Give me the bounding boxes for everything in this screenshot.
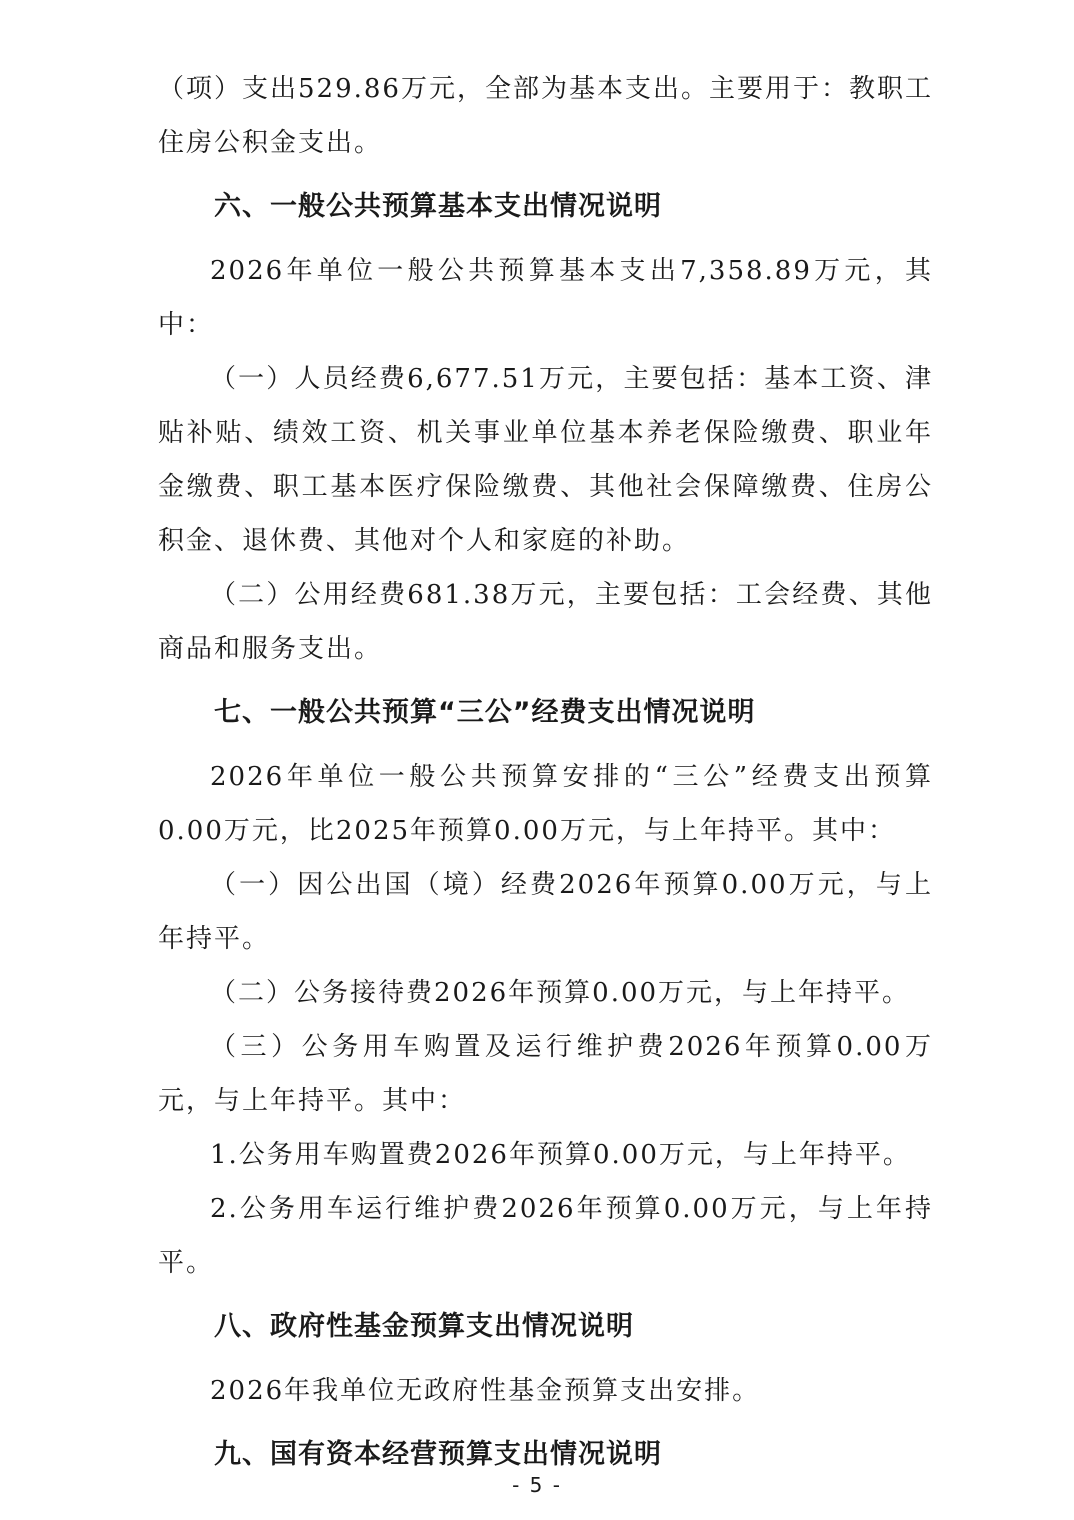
paragraph-reception: （二）公务接待费2026年预算0.00万元，与上年持平。 — [210, 978, 911, 1008]
paragraph-vehicle-purchase: 1.公务用车购置费2026年预算0.00万元，与上年持平。 — [210, 1140, 911, 1170]
paragraph-housing-fund: （项）支出529.86万元，全部为基本支出。主要用于：教职工住房公积金支出。 — [158, 74, 933, 158]
page-number: - 5 - — [512, 1473, 562, 1497]
section-heading-7: 七、一般公共预算“三公”经费支出情况说明 — [214, 697, 756, 728]
paragraph-three-public-expenses: 2026年单位一般公共预算安排的“三公”经费支出预算0.00万元，比2025年预算0.00万元，与上年持平。其中： — [158, 762, 933, 846]
document-body — [158, 62, 933, 1482]
section-heading-9: 九、国有资本经营预算支出情况说明 — [214, 1439, 662, 1470]
paragraph-public-funds: （二）公用经费681.38万元，主要包括：工会经费、其他商品和服务支出。 — [158, 580, 933, 664]
section-heading-8: 八、政府性基金预算支出情况说明 — [214, 1311, 634, 1342]
paragraph-basic-expenditure: 2026年单位一般公共预算基本支出7,358.89万元，其中： — [158, 256, 933, 340]
paragraph-government-fund: 2026年我单位无政府性基金预算支出安排。 — [210, 1376, 761, 1406]
paragraph-vehicle-total: （三）公务用车购置及运行维护费2026年预算0.00万元，与上年持平。其中： — [158, 1032, 933, 1116]
section-heading-6: 六、一般公共预算基本支出情况说明 — [214, 191, 662, 222]
paragraph-vehicle-operation: 2.公务用车运行维护费2026年预算0.00万元，与上年持平。 — [158, 1194, 933, 1278]
paragraph-personnel-funds: （一）人员经费6,677.51万元，主要包括：基本工资、津贴补贴、绩效工资、机关事业单位基本养老保险缴费、职业年金缴费、职工基本医疗保险缴费、其他社会保障缴费、住房公积金、退休费、其他对个人和家庭的补助。 — [158, 364, 933, 556]
paragraph-overseas-travel: （一）因公出国（境）经费2026年预算0.00万元，与上年持平。 — [158, 870, 933, 954]
